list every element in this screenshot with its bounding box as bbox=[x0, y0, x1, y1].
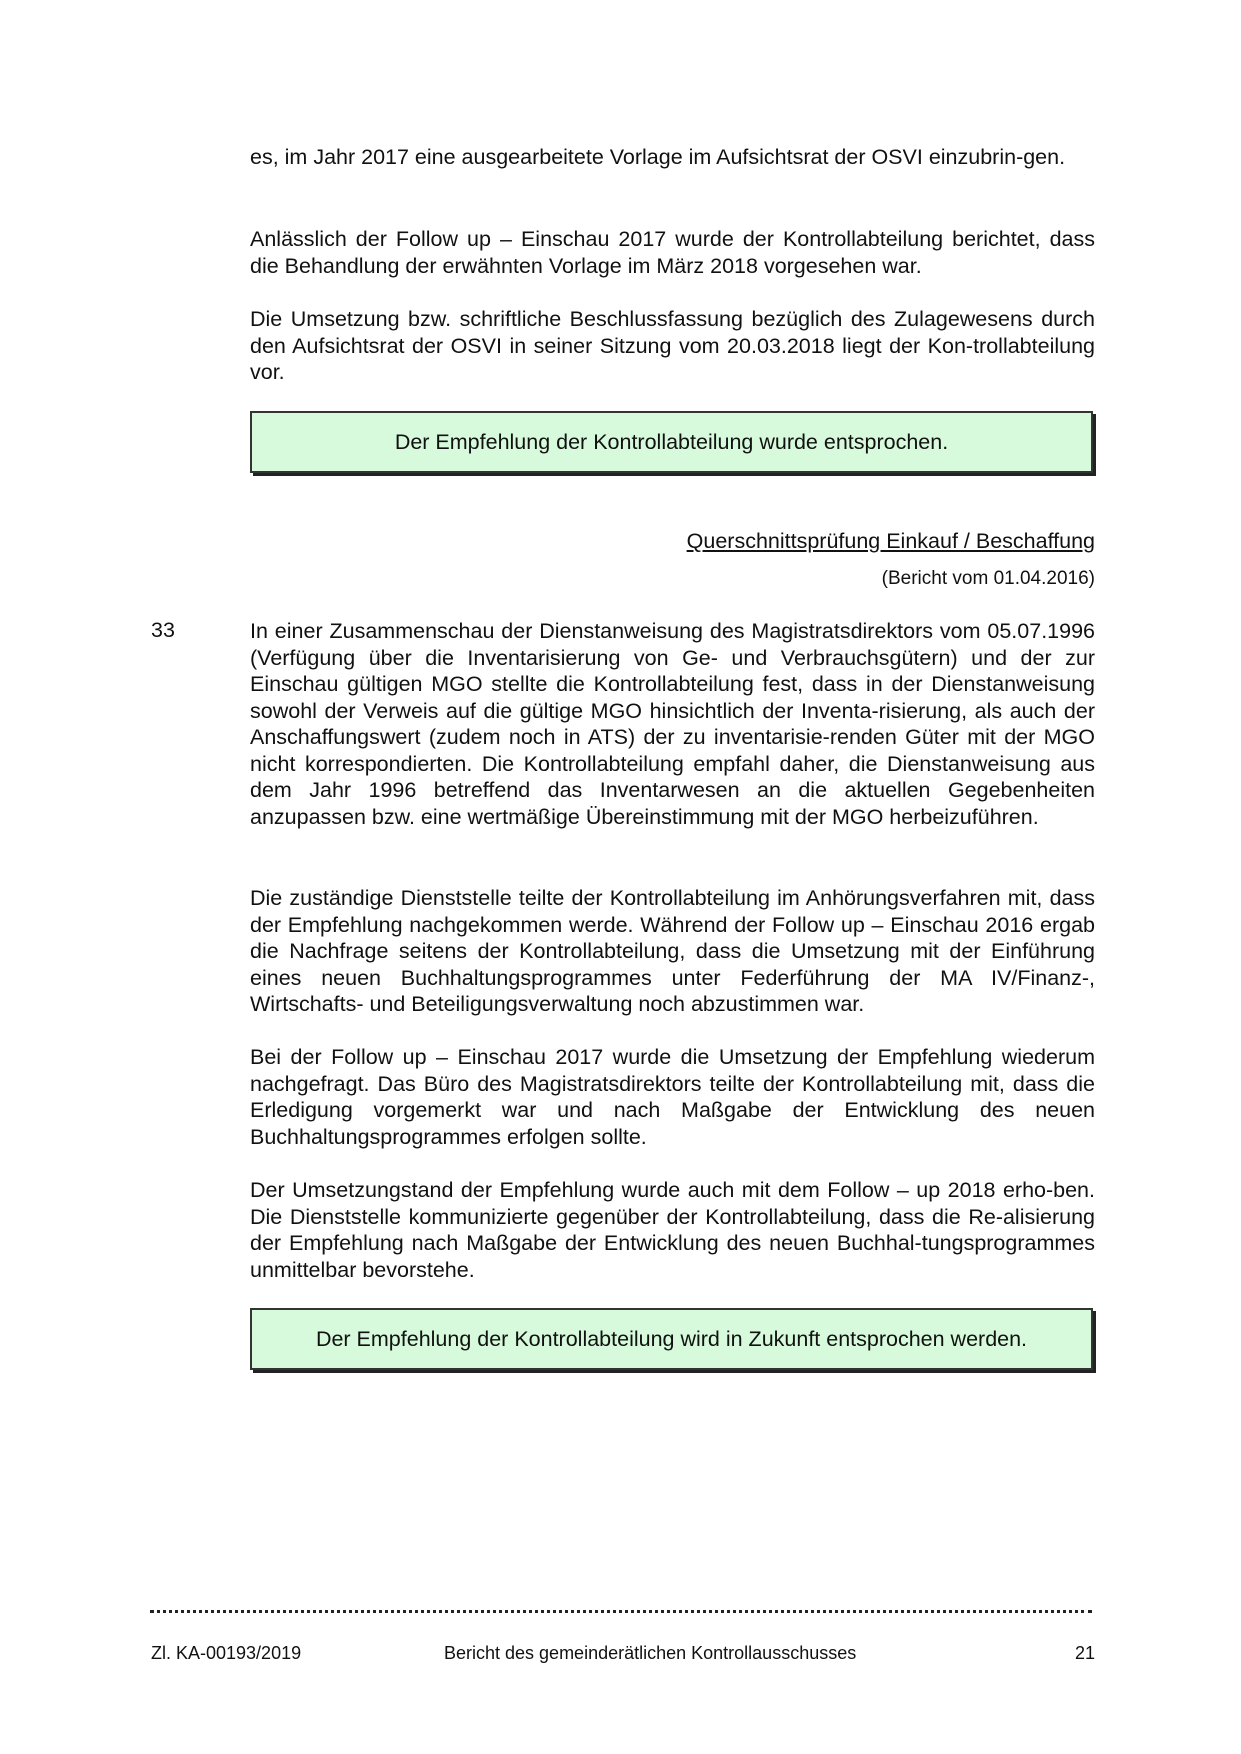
page-number: 21 bbox=[1074, 1643, 1095, 1663]
section-title: Querschnittsprüfung Einkauf / Beschaffung bbox=[686, 529, 1095, 553]
paragraph-dienstanweisung: In einer Zusammenschau der Dienstanweisung des Magistratsdirektors vom 05.07.1996 (Verfügung über die Inventarisierung von Ge- und Verbrauchsgütern) und der zur Einschau gültigen MGO stellte die Kontrollabteilung fest, dass in der Dienstanweisung sowohl der Verweis auf die gültige MGO hinsichtlich der Inventa-risierung, als auch der Anschaffungswert (zudem noch in ATS) der zu inventarisie-renden Güter mit der MGO nicht korrespondierten. Die Kontrollabteilung empfahl daher, die Dienstanweisung aus dem Jahr 1996 betreffend das Inventarwesen an die aktuellen Gegebenheiten anzupassen bzw. eine wertmäßige Übereinstimmung mit der MGO herbeizuführen. bbox=[250, 619, 1095, 829]
recommendation-number: 33 bbox=[151, 618, 175, 642]
paragraph-umsetzungstand: Der Umsetzungstand der Empfehlung wurde auch mit dem Follow – up 2018 erho-ben. Die Dienststelle kommunizierte gegenüber der Kontrollabteilung, dass die Re-alisierung der Empfehlung nach Maßgabe der Entwicklung des neuen Buchhal-tungsprogrammes unmittelbar bevorstehe. bbox=[250, 1178, 1095, 1282]
paragraph-dienststelle: Die zuständige Dienststelle teilte der Kontrollabteilung im Anhörungsverfahren mit, dass der Empfehlung nachgekommen werde. Während der Follow up – Einschau 2016 ergab die Nachfrage seitens der Kontrollabteilung, dass die Umsetzung mit der Einführung eines neuen Buchhaltungsprogrammes unter Federführung der MA IV/Finanz-, Wirtschafts- und Beteiligungsverwaltung noch abzustimmen war. bbox=[250, 886, 1095, 1016]
footer-divider bbox=[150, 1600, 1092, 1613]
recommendation-box-fulfilled: Der Empfehlung der Kontrollabteilung wurde entsprochen. bbox=[250, 411, 1093, 473]
report-date: (Bericht vom 01.04.2016) bbox=[881, 568, 1095, 589]
paragraph-continuation: es, im Jahr 2017 eine ausgearbeitete Vorlage im Aufsichtsrat der OSVI einzubrin-gen. bbox=[250, 145, 1066, 169]
footer-title: Bericht des gemeinderätlichen Kontrollausschusses bbox=[444, 1643, 857, 1663]
footer-reference: Zl. KA-00193/2019 bbox=[151, 1643, 302, 1663]
paragraph-umsetzung: Die Umsetzung bzw. schriftliche Beschlussfassung bezüglich des Zulagewesens durch den Aufsichtsrat der OSVI in seiner Sitzung vom 20.03.2018 liegt der Kon-trollabteilung vor. bbox=[250, 307, 1095, 384]
paragraph-follow-up-2017-b: Bei der Follow up – Einschau 2017 wurde die Umsetzung der Empfehlung wiederum nachgefragt. Das Büro des Magistratsdirektors teilte der Kontrollabteilung mit, dass die Erledigung vorgemerkt war und nach Maßgabe der Entwicklung des neuen Buchhaltungsprogrammes erfolgen sollte. bbox=[250, 1045, 1095, 1149]
recommendation-box-future: Der Empfehlung der Kontrollabteilung wird in Zukunft entsprochen werden. bbox=[250, 1308, 1093, 1370]
paragraph-follow-up-2017: Anlässlich der Follow up – Einschau 2017 wurde der Kontrollabteilung berichtet, dass die Behandlung der erwähnten Vorlage im März 2018 vorgesehen war. bbox=[250, 227, 1095, 278]
